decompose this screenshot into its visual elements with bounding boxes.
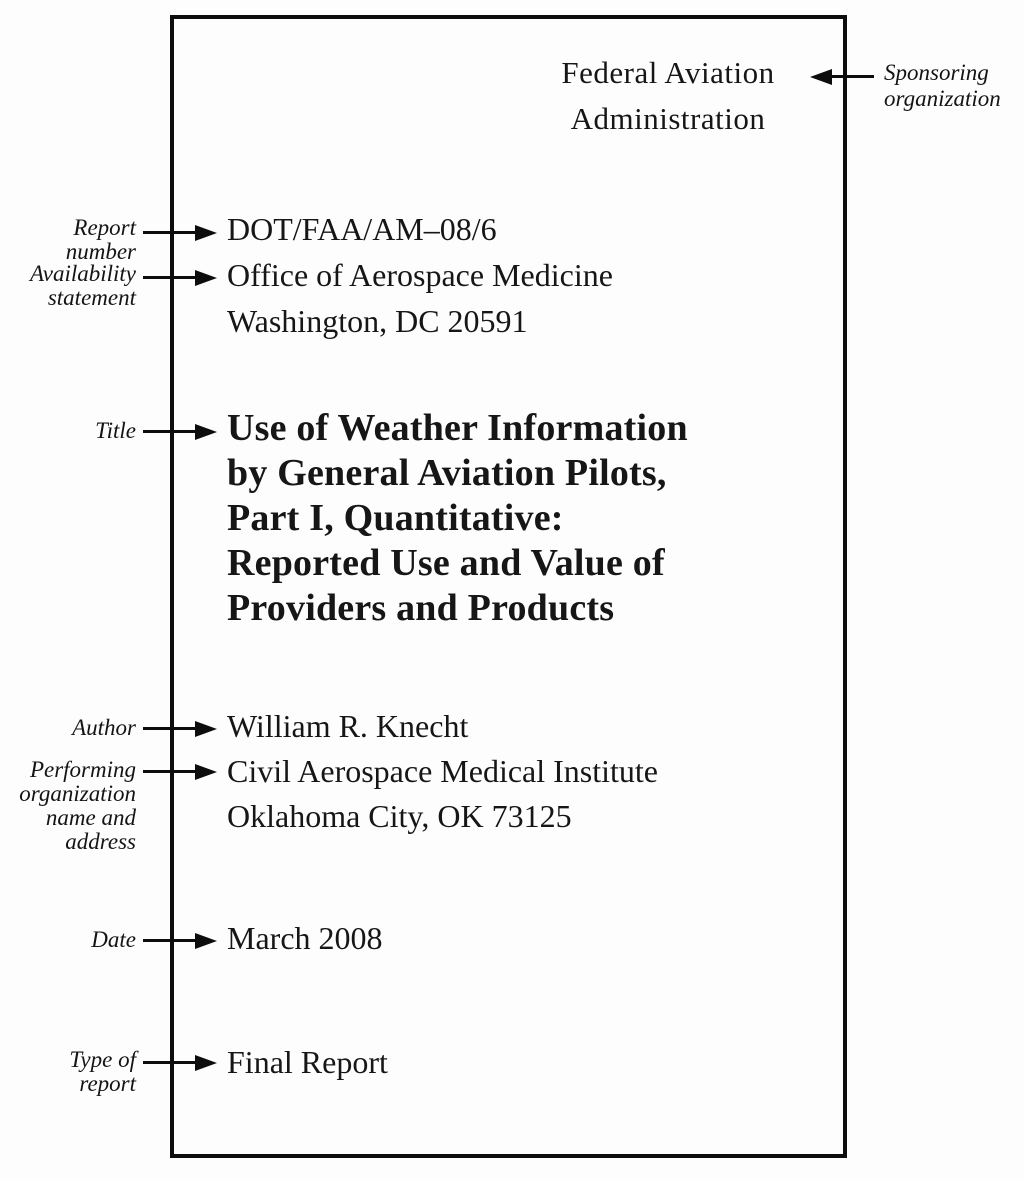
report-meta-text [227, 206, 613, 344]
arrow-date [143, 933, 217, 949]
label-line: organization [19, 781, 136, 806]
sponsor-organization-text [538, 50, 798, 142]
arrowhead-right-icon [195, 764, 217, 780]
label-line: report [79, 1071, 136, 1096]
arrow-line [143, 939, 197, 942]
sponsor-organization-line: Federal Aviation [561, 55, 775, 90]
report-title-text [227, 406, 817, 631]
arrowhead-right-icon [195, 933, 217, 949]
sponsor-organization-line: Administration [570, 101, 766, 136]
arrowhead-right-icon [195, 225, 217, 241]
label-type-of-report [4, 1048, 136, 1096]
report-title-line: Use of Weather Information [227, 407, 688, 449]
arrow-sponsoring-organization [810, 69, 874, 85]
report-title-line: Reported Use and Value of [227, 542, 665, 584]
arrow-performing-organization [143, 764, 217, 780]
label-availability-statement [4, 262, 136, 310]
author-org-text [227, 704, 658, 839]
arrow-line [143, 276, 197, 279]
performing-org-line: Civil Aerospace Medical Institute [227, 753, 658, 789]
label-line: name and [45, 805, 136, 830]
label-line: Performing [29, 757, 136, 782]
arrowhead-right-icon [195, 270, 217, 286]
label-date: Date [91, 927, 136, 952]
arrow-type-of-report [143, 1055, 217, 1071]
label-line: Availability [29, 261, 136, 286]
arrow-line [143, 1061, 197, 1064]
arrow-line [143, 727, 197, 730]
label-line: address [65, 829, 136, 854]
arrow-line [143, 231, 197, 234]
report-title-line: Providers and Products [227, 587, 615, 629]
report-title-line: by General Aviation Pilots, [227, 452, 667, 494]
arrow-report-number [143, 225, 217, 241]
report-type-text: Final Report [227, 1044, 388, 1080]
arrow-title [143, 424, 217, 440]
label-line: number [65, 239, 136, 264]
arrowhead-right-icon [195, 721, 217, 737]
label-line: Report [73, 215, 136, 240]
arrowhead-right-icon [195, 1055, 217, 1071]
performing-org-line: Oklahoma City, OK 73125 [227, 798, 572, 834]
arrow-line [828, 75, 874, 78]
arrow-line [143, 770, 197, 773]
report-title-line: Part I, Quantitative: [227, 497, 564, 539]
label-line: Sponsoring [884, 60, 989, 85]
label-line: statement [47, 285, 136, 310]
arrow-author [143, 721, 217, 737]
availability-statement-line: Office of Aerospace Medicine [227, 257, 613, 293]
label-author: Author [72, 715, 136, 740]
arrow-line [143, 430, 197, 433]
label-performing-organization [4, 758, 136, 854]
arrowhead-left-icon [810, 69, 832, 85]
label-line: Type of [69, 1047, 136, 1072]
availability-statement-line: Washington, DC 20591 [227, 303, 528, 339]
label-line: organization [884, 86, 1001, 111]
author-text: William R. Knecht [227, 708, 469, 744]
label-sponsoring-organization [884, 60, 1024, 112]
label-report-number [4, 216, 136, 264]
arrow-availability-statement [143, 270, 217, 286]
arrowhead-right-icon [195, 424, 217, 440]
label-title: Title [95, 418, 136, 443]
report-date-text: March 2008 [227, 920, 383, 956]
report-number-text: DOT/FAA/AM–08/6 [227, 211, 497, 247]
